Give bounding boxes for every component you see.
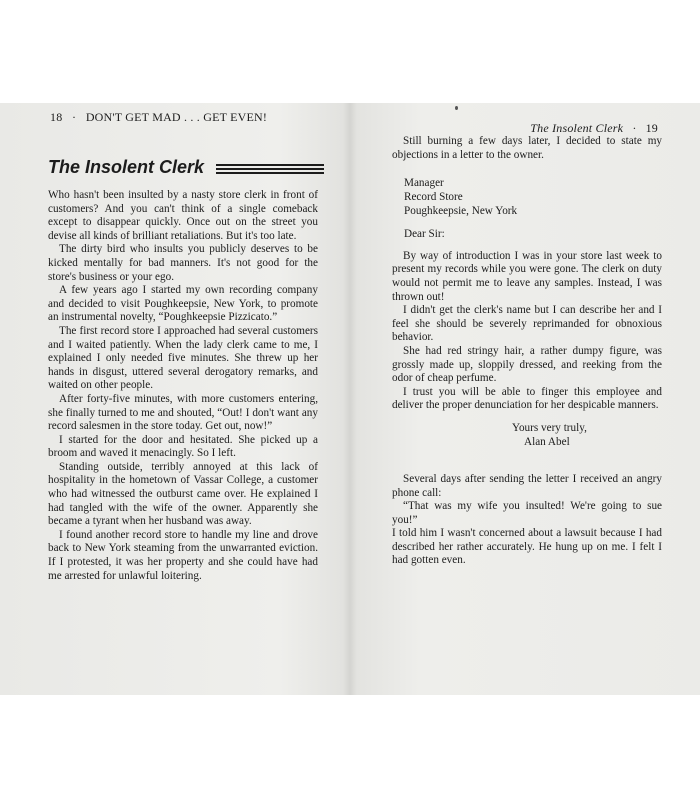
letter-address [404,176,662,218]
title-rule-decoration [216,164,324,174]
running-head-separator: · [65,110,83,124]
right-page-number: 19 [645,121,658,135]
paragraph: A few years ago I started my own recording company and decided to visit Poughkeepsie, New York, to promote an instrumental novelty, “Poughkeepsie Pizzicato.” [48,284,318,324]
left-running-head [50,110,267,125]
paragraph: Several days after sending the letter I received an angry phone call: [392,472,662,499]
address-line: Manager [404,177,444,190]
right-running-head-title: The Insolent Clerk [530,121,624,135]
letter-paragraph: I didn't get the clerk's name but I can describe her and I feel she should be severely reprimanded for obnoxious behavior. [392,304,662,344]
letter-salutation: Dear Sir: [404,228,445,241]
letter-paragraph: By way of introduction I was in your store last week to present my records while you were gone. The clerk on duty would not permit me to leave any samples. Instead, I was thrown out! [392,249,662,303]
running-head-separator: · [626,121,643,135]
book-spread [0,103,700,695]
paragraph: I started for the door and hesitated. She picked up a broom and waved it menacingly. So I left. [48,433,318,460]
right-page [350,103,700,695]
paragraph: Standing outside, terribly annoyed at this lack of hospitality in the hometown of Vassar College, a customer who had witnessed the outburst came over. He explained I had tangled with the wife of the owner. Apparently she became a tyrant when her husband was away. [48,460,318,528]
paragraph: “That was my wife you insulted! We're going to sue you!” [392,500,662,526]
paragraph: After forty-five minutes, with more customers entering, she finally turned to me and shouted, “Out! I don't want any record salesmen in the store today. Get out, now!” [48,392,318,433]
paragraph: Who hasn't been insulted by a nasty store clerk in front of customers? And you can't think of a single comeback except to disappear quickly. Once out on the street you devise all kinds of brilliant retaliations. But it's too late. [48,189,318,242]
left-page [0,103,350,695]
chapter-heading [48,157,326,181]
paragraph: I told him I wasn't concerned about a lawsuit because I had described her rather accurately. He hung up on me. I felt I had gotten even. [392,527,662,567]
letter-closing [392,421,662,449]
left-page-number: 18 [50,110,63,124]
right-running-head [530,121,658,136]
paragraph: The dirty bird who insults you publicly deserves to be kicked mentally for bad manners. It's not good for the store's business or your ego. [48,243,318,283]
left-running-head-title: DON'T GET MAD . . . GET EVEN! [85,110,268,124]
chapter-title: The Insolent Clerk [48,157,205,177]
address-line: Poughkeepsie, New York [404,205,518,218]
paragraph: I found another record store to handle my line and drove back to New York steaming from the unwarranted eviction. If I protested, it was her property and she could have had me arrested for unlawful loitering. [48,528,318,582]
paragraph: The first record store I approached had several customers and I waited patiently. When the lady clerk came to me, I explained I only needed five minutes. She threw up her hands in disgust, uttered several derogatory remarks, and waited on other people. [48,324,318,392]
signature-name: Alan Abel [524,435,570,448]
letter-paragraph: She had red stringy hair, a rather dumpy figure, was grossly made up, sloppily dressed, and reeking from the odor of cheap perfume. [392,344,662,385]
closing-phrase: Yours very truly, [512,421,587,434]
left-body-text [48,189,318,583]
right-body-text [392,135,662,568]
address-line: Record Store [404,191,463,204]
paragraph: Still burning a few days later, I decided to state my objections in a letter to the owner. [392,135,662,161]
letter-paragraph: I trust you will be able to finger this employee and deliver the proper denunciation for her despicable manners. [392,385,662,412]
